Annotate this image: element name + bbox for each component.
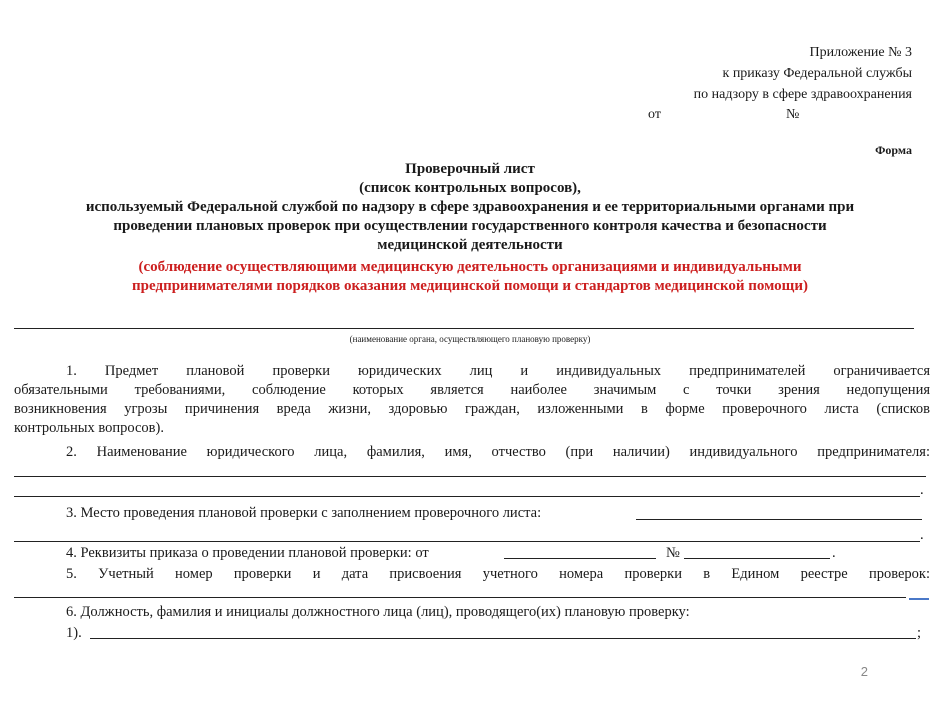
item-6-sub-1-blank bbox=[90, 638, 916, 639]
item-4-number-blank bbox=[684, 558, 830, 559]
item-1-line-1: 1. Предмет плановой проверки юридических лиц и индивидуальных предпринимателей ограничивается bbox=[66, 363, 930, 379]
item-2-blank-line-2 bbox=[14, 496, 920, 497]
title-red-line-1: (соблюдение осуществляющими медицинскую деятельность организациями и индивидуальными bbox=[138, 259, 802, 275]
item-5-blue-mark bbox=[909, 598, 929, 600]
appendix-from: от bbox=[648, 107, 661, 122]
item-4-number-sign: № bbox=[666, 545, 680, 561]
item-6-end-semicolon: ; bbox=[917, 625, 922, 641]
title-line-1: Проверочный лист bbox=[405, 161, 535, 177]
title-line-3: используемый Федеральной службой по надзору в сфере здравоохранения и ее территориальными органами при bbox=[85, 199, 855, 215]
appendix-line-2: к приказу Федеральной службы bbox=[722, 66, 912, 81]
appendix-line-1: Приложение № 3 bbox=[809, 45, 912, 60]
item-2-label: 2. Наименование юридического лица, фамилия, имя, отчество (при наличии) индивидуального предпринимателя: bbox=[66, 444, 930, 460]
item-5-label: 5. Учетный номер проверки и дата присвоения учетного номера проверки в Едином реестре проверок: bbox=[66, 566, 930, 582]
item-1-line-2: обязательными требованиями, соблюдение которых является наиболее значимым с точки зрения недопущения bbox=[14, 382, 930, 398]
title-line-2: (список контрольных вопросов), bbox=[359, 180, 581, 196]
item-4-date-blank bbox=[504, 558, 656, 559]
title-line-5: медицинской деятельности bbox=[377, 237, 563, 253]
item-1-line-4: контрольных вопросов). bbox=[14, 420, 164, 436]
page-number: 2 bbox=[860, 664, 868, 679]
item-5-blank-line bbox=[14, 597, 906, 598]
item-3-end-dot: . bbox=[920, 527, 924, 543]
item-3-blank-line-2 bbox=[14, 541, 920, 542]
item-1-line-3: возникновения угрозы причинения вреда жизни, здоровью граждан, изложенными в форме проверочного листа (списков bbox=[14, 401, 930, 417]
item-4-end-dot: . bbox=[832, 545, 836, 561]
item-3-blank-line-1 bbox=[636, 519, 922, 520]
item-4-label: 4. Реквизиты приказа о проведении плановой проверки: от bbox=[66, 545, 429, 561]
item-6-label: 6. Должность, фамилия и инициалы должностного лица (лиц), проводящего(их) плановую проверку: bbox=[66, 604, 690, 620]
form-label: Форма bbox=[875, 143, 912, 157]
item-6-sub-1: 1). bbox=[66, 625, 82, 641]
appendix-number: № bbox=[786, 107, 800, 122]
organ-caption: (наименование органа, осуществляющего плановую проверку) bbox=[349, 334, 591, 344]
item-2-end-dot: . bbox=[920, 482, 924, 498]
title-line-4: проведении плановых проверок при осуществлении государственного контроля качества и безопасности bbox=[113, 218, 827, 234]
item-3-label: 3. Место проведения плановой проверки с заполнением проверочного листа: bbox=[66, 505, 542, 521]
item-2-blank-line-1 bbox=[14, 476, 926, 477]
appendix-line-3: по надзору в сфере здравоохранения bbox=[693, 87, 912, 102]
title-red-line-2: предпринимателями порядков оказания медицинской помощи и стандартов медицинской помощи) bbox=[132, 278, 808, 294]
organ-blank-line bbox=[14, 328, 914, 329]
